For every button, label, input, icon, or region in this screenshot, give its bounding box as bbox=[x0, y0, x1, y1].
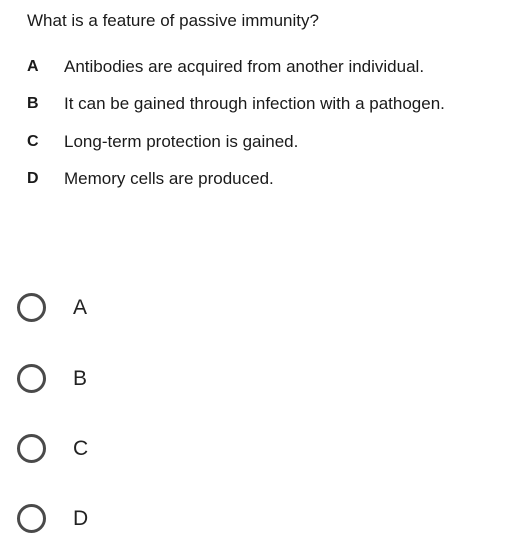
radio-button-b[interactable] bbox=[17, 364, 46, 393]
option-letter: D bbox=[27, 170, 39, 187]
radio-button-a[interactable] bbox=[17, 293, 46, 322]
option-text: Memory cells are produced. bbox=[64, 169, 274, 188]
option-letter: C bbox=[27, 133, 39, 150]
option-letter: B bbox=[27, 95, 39, 112]
choice-c[interactable] bbox=[17, 434, 217, 470]
option-text: Long-term protection is gained. bbox=[64, 132, 299, 151]
radio-button-d[interactable] bbox=[17, 504, 46, 533]
choice-label-b[interactable]: B bbox=[73, 367, 88, 390]
choice-b[interactable] bbox=[17, 364, 217, 400]
question-text: What is a feature of passive immunity? bbox=[27, 11, 319, 30]
choice-label-d[interactable]: D bbox=[73, 507, 89, 530]
option-letter: A bbox=[27, 58, 39, 75]
choice-a[interactable] bbox=[17, 293, 217, 329]
radio-button-c[interactable] bbox=[17, 434, 46, 463]
choice-label-a[interactable]: A bbox=[73, 296, 88, 319]
option-text: Antibodies are acquired from another individual. bbox=[64, 57, 425, 76]
choice-d[interactable] bbox=[17, 504, 217, 540]
choice-label-c[interactable]: C bbox=[73, 437, 89, 460]
option-text: It can be gained through infection with a pathogen. bbox=[64, 94, 445, 113]
